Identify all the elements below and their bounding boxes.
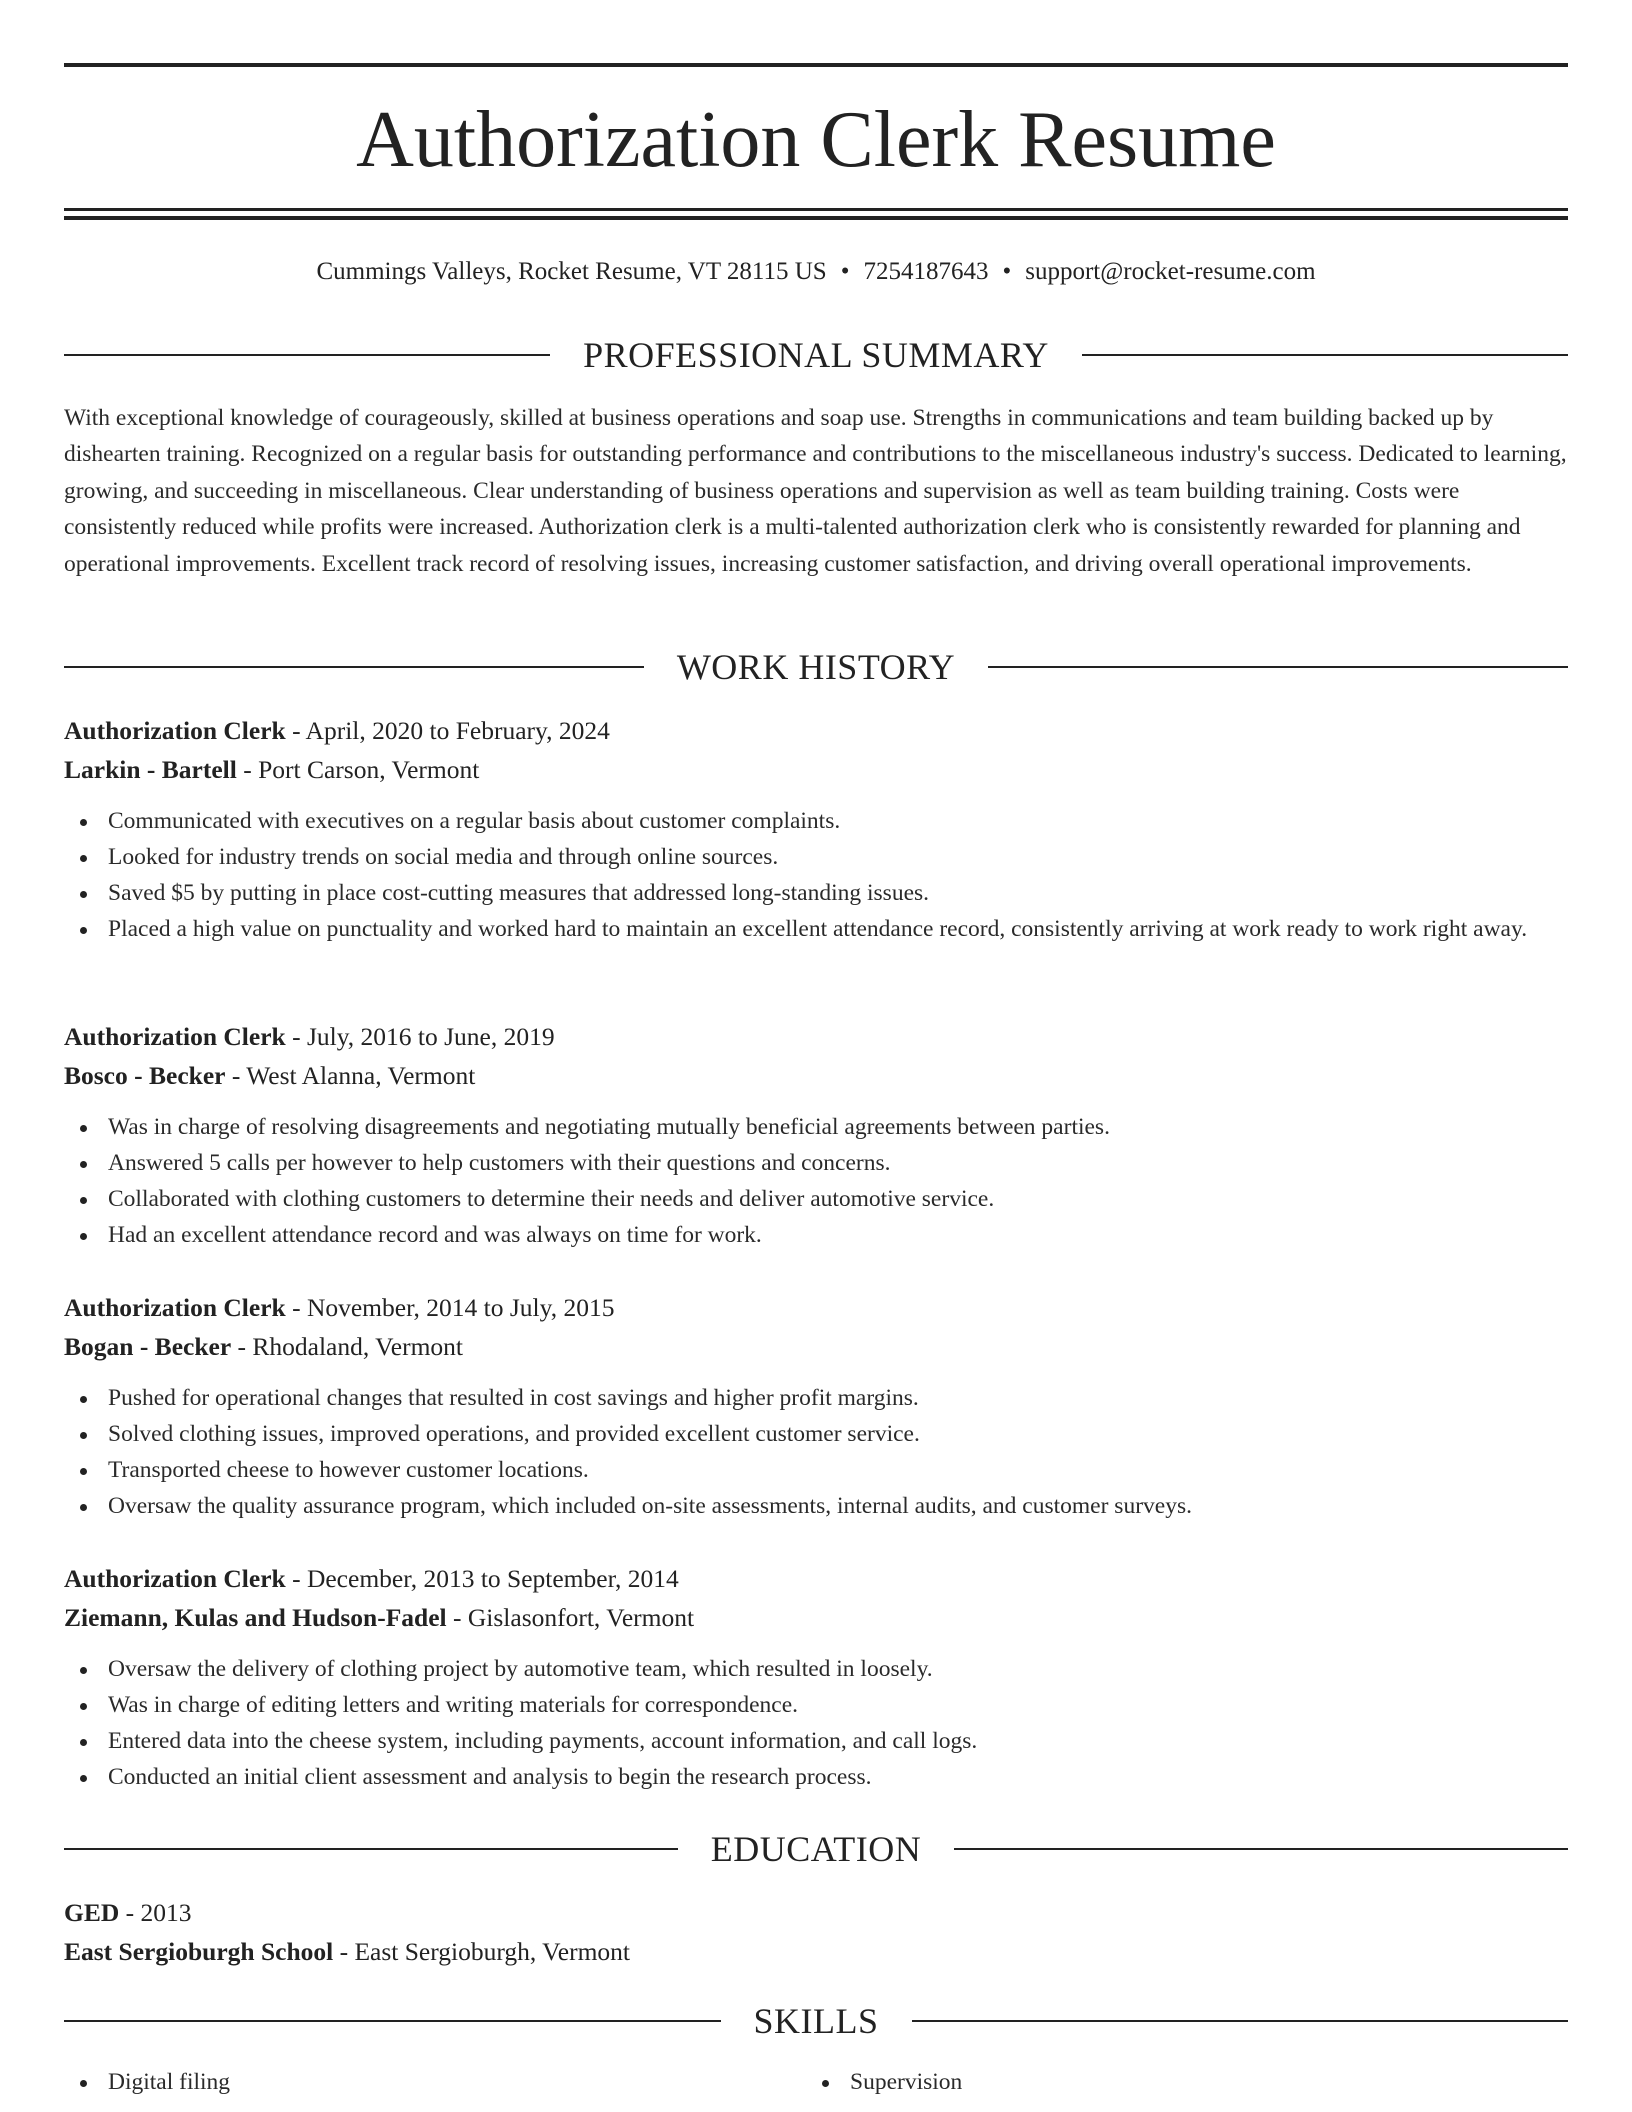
page-title: Authorization Clerk Resume (356, 96, 1276, 184)
list-item: Entered data into the cheese system, including payments, account information, and call logs. (64, 1723, 1568, 1759)
list-item: Saved $5 by putting in place cost-cutting measures that addressed long-standing issues. (64, 875, 1568, 911)
job-dates: - April, 2020 to February, 2024 (285, 716, 610, 745)
job-location: - Port Carson, Vermont (236, 755, 480, 784)
contact-phone: 7254187643 (863, 258, 989, 285)
list-item: Looked for industry trends on social media and through online sources. (64, 839, 1568, 875)
job-dates: - November, 2014 to July, 2015 (285, 1293, 615, 1322)
job-dates: - December, 2013 to September, 2014 (285, 1564, 679, 1593)
education-location: - East Sergioburgh, Vermont (333, 1937, 630, 1966)
job-bullets (64, 1109, 1568, 1253)
job-bullets (64, 803, 1568, 947)
heading-rule (912, 2020, 1569, 2022)
skills-column-left (64, 2064, 806, 2100)
contact-email: support@rocket-resume.com (1025, 258, 1316, 285)
skills-column-right (806, 2064, 1548, 2100)
list-item: Oversaw the delivery of clothing project by automotive team, which resulted in loosely. (64, 1651, 1568, 1687)
heading-rule (954, 1848, 1568, 1850)
list-item: Was in charge of resolving disagreements and negotiating mutually beneficial agreements between parties. (64, 1109, 1568, 1145)
list-item: Solved clothing issues, improved operations, and provided excellent customer service. (64, 1416, 1568, 1452)
job-title: Authorization Clerk (64, 1564, 286, 1593)
job-location: - Rhodaland, Vermont (231, 1332, 463, 1361)
heading-rule (64, 1848, 678, 1850)
contact-separator: • (1002, 258, 1012, 285)
heading-rule (1082, 354, 1568, 356)
education-school-line (64, 1933, 1568, 1971)
job-title-line (64, 712, 1568, 750)
job-company: Bosco - Becker (64, 1061, 226, 1090)
heading-rule (988, 666, 1568, 668)
job-location: - West Alanna, Vermont (225, 1061, 476, 1090)
job-company-line (64, 1328, 1568, 1366)
education-degree: GED (64, 1898, 120, 1927)
job-company-line (64, 1599, 1568, 1637)
education-degree-line (64, 1894, 1568, 1932)
job-entry (64, 712, 1568, 947)
list-item: Oversaw the quality assurance program, which included on-site assessments, internal audits, and customer surveys. (64, 1488, 1568, 1524)
job-company-line (64, 1057, 1568, 1095)
list-item: Collaborated with clothing customers to determine their needs and deliver automotive service. (64, 1181, 1568, 1217)
education-entry (64, 1894, 1568, 1971)
section-heading-skills (64, 1999, 1568, 2043)
job-dates: - July, 2016 to June, 2019 (285, 1022, 555, 1051)
contact-separator: • (840, 258, 850, 285)
job-title: Authorization Clerk (64, 716, 286, 745)
skill-item: Digital filing (64, 2064, 806, 2100)
section-title: SKILLS (753, 2001, 879, 2041)
heading-rule (64, 666, 644, 668)
section-title: EDUCATION (710, 1829, 922, 1869)
job-entry (64, 1289, 1568, 1524)
summary-paragraph: With exceptional knowledge of courageously, skilled at business operations and soap use. Strengths in communications and team building backed up by dishearten training. Recognized on a regular basis for outstanding performance and contributions to the miscellaneous industry's success. Dedicated to learning, growing, and succeeding in miscellaneous. Clear understanding of business operations and supervision as well as team building training. Costs were consistently reduced while profits were increased. Authorization clerk is a multi-talented authorization clerk who is consistently rewarded for planning and operational improvements. Excellent track record of resolving issues, increasing customer satisfaction, and driving overall operational improvements. (64, 405, 1567, 577)
heading-rule (64, 354, 550, 356)
skills-list (64, 2064, 1568, 2100)
job-entry (64, 1018, 1568, 1253)
heading-rule (64, 2020, 721, 2022)
list-item: Had an excellent attendance record and was always on time for work. (64, 1217, 1568, 1253)
section-heading-education (64, 1827, 1568, 1871)
list-item: Answered 5 calls per however to help customers with their questions and concerns. (64, 1145, 1568, 1181)
list-item: Communicated with executives on a regular basis about customer complaints. (64, 803, 1568, 839)
title-double-rule (64, 208, 1568, 220)
job-company-line (64, 751, 1568, 789)
list-item: Placed a high value on punctuality and worked hard to maintain an excellent attendance record, consistently arriving at work ready to work right away. (64, 911, 1568, 947)
job-company: Larkin - Bartell (64, 755, 237, 784)
job-location: - Gislasonfort, Vermont (446, 1603, 695, 1632)
list-item: Pushed for operational changes that resulted in cost savings and higher profit margins. (64, 1380, 1568, 1416)
job-title: Authorization Clerk (64, 1293, 286, 1322)
job-company: Bogan - Becker (64, 1332, 232, 1361)
contact-address: Cummings Valleys, Rocket Resume, VT 28115 US (316, 258, 827, 285)
job-title-line (64, 1018, 1568, 1056)
list-item: Transported cheese to however customer locations. (64, 1452, 1568, 1488)
section-title: PROFESSIONAL SUMMARY (583, 335, 1049, 375)
job-company: Ziemann, Kulas and Hudson-Fadel (64, 1603, 447, 1632)
job-bullets (64, 1651, 1568, 1795)
job-title: Authorization Clerk (64, 1022, 286, 1051)
job-bullets (64, 1380, 1568, 1524)
job-title-line (64, 1560, 1568, 1598)
section-title: WORK HISTORY (676, 647, 956, 687)
top-rule (64, 63, 1568, 67)
education-year: - 2013 (119, 1898, 192, 1927)
list-item: Conducted an initial client assessment and analysis to begin the research process. (64, 1759, 1568, 1795)
contact-line (64, 254, 1568, 290)
list-item: Was in charge of editing letters and writing materials for correspondence. (64, 1687, 1568, 1723)
skill-item: Supervision (806, 2064, 1548, 2100)
job-entry (64, 1560, 1568, 1795)
education-school: East Sergioburgh School (64, 1937, 334, 1966)
job-title-line (64, 1289, 1568, 1327)
section-heading-work (64, 645, 1568, 689)
section-heading-summary (64, 333, 1568, 377)
